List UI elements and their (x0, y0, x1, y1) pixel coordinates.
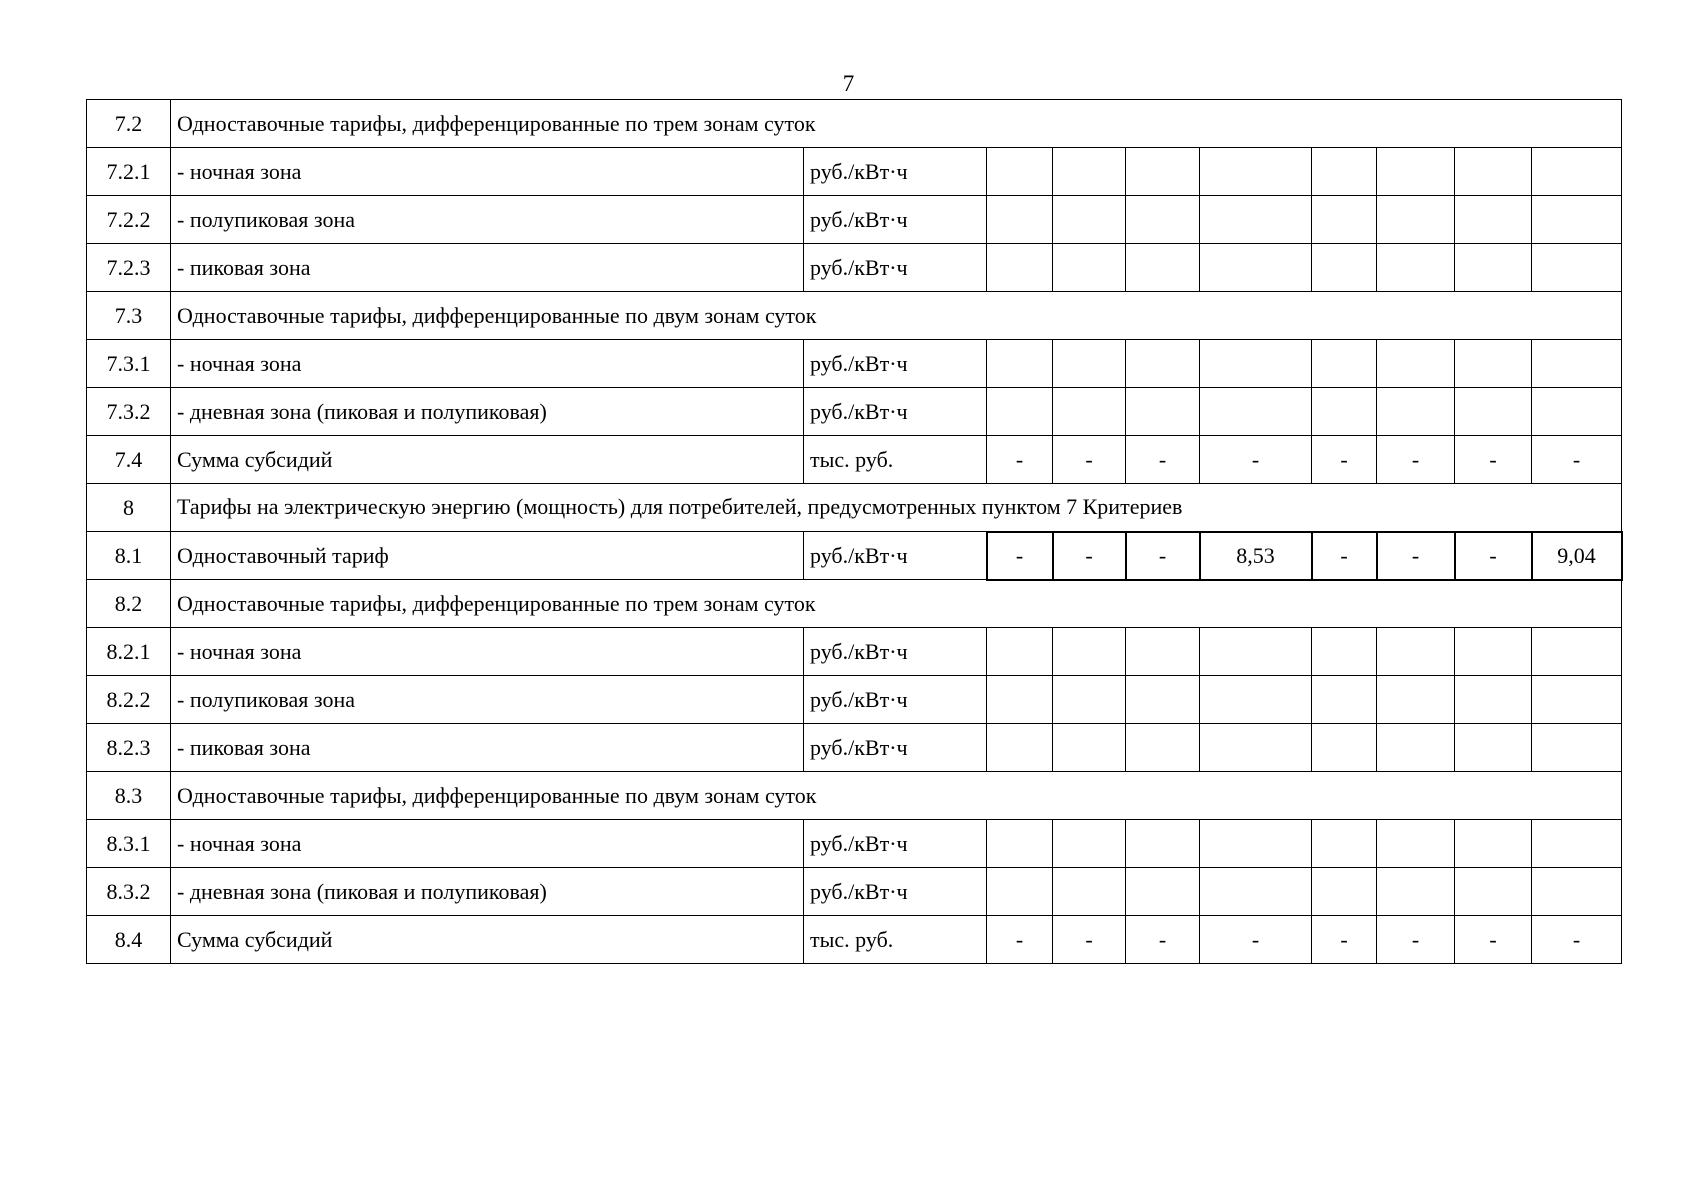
row-number: 8 (87, 484, 171, 532)
row-unit: руб./кВт·ч (804, 628, 987, 676)
value-cell (1377, 628, 1455, 676)
value-cell (1126, 196, 1200, 244)
value-cell (1455, 388, 1532, 436)
value-cell: - (1312, 436, 1377, 484)
value-cell (1455, 868, 1532, 916)
table-row (87, 724, 1622, 772)
value-cell: - (1377, 916, 1455, 964)
row-unit: тыс. руб. (804, 916, 987, 964)
table-row (87, 916, 1622, 964)
value-cell (1455, 148, 1532, 196)
row-number: 7.3 (87, 292, 171, 340)
value-cell (1532, 148, 1622, 196)
value-cell (1200, 868, 1312, 916)
value-cell (1377, 388, 1455, 436)
value-cell (1053, 244, 1126, 292)
value-cell (1200, 148, 1312, 196)
value-cell (1126, 340, 1200, 388)
table-row (87, 340, 1622, 388)
section-title: Одноставочные тарифы, дифференцированные по трем зонам суток (171, 100, 1622, 148)
value-cell (987, 820, 1053, 868)
value-cell (987, 388, 1053, 436)
section-title: Тарифы на электрическую энергию (мощность) для потребителей, предусмотренных пунктом 7 Критериев (171, 484, 1622, 532)
row-name: - пиковая зона (171, 724, 804, 772)
value-cell: - (1532, 436, 1622, 484)
value-cell (1455, 244, 1532, 292)
value-cell: - (1126, 916, 1200, 964)
value-cell (1377, 868, 1455, 916)
row-name: - дневная зона (пиковая и полупиковая) (171, 388, 804, 436)
value-cell: - (1312, 532, 1377, 580)
page-number: 7 (842, 71, 855, 96)
value-cell (1053, 628, 1126, 676)
value-cell (1200, 724, 1312, 772)
value-cell (1455, 724, 1532, 772)
table-row (87, 148, 1622, 196)
value-cell (1200, 820, 1312, 868)
value-cell (1377, 196, 1455, 244)
row-number: 8.1 (87, 532, 171, 580)
row-number: 8.2 (87, 580, 171, 628)
value-cell (1532, 196, 1622, 244)
value-cell (1053, 196, 1126, 244)
value-cell (1053, 388, 1126, 436)
value-cell (1200, 196, 1312, 244)
row-unit: руб./кВт·ч (804, 724, 987, 772)
value-cell (1455, 340, 1532, 388)
value-cell (1312, 340, 1377, 388)
section-title: Одноставочные тарифы, дифференцированные по двум зонам суток (171, 772, 1622, 820)
row-name: - ночная зона (171, 820, 804, 868)
row-number: 8.2.2 (87, 676, 171, 724)
value-cell (1053, 868, 1126, 916)
row-name: - ночная зона (171, 340, 804, 388)
value-cell: - (1200, 436, 1312, 484)
row-unit: руб./кВт·ч (804, 148, 987, 196)
value-cell (1312, 388, 1377, 436)
value-cell (1053, 820, 1126, 868)
value-cell: - (987, 436, 1053, 484)
value-cell (1126, 868, 1200, 916)
row-number: 7.3.1 (87, 340, 171, 388)
value-cell (1532, 388, 1622, 436)
value-cell (1532, 868, 1622, 916)
value-cell (1377, 340, 1455, 388)
value-cell (1377, 148, 1455, 196)
row-unit: руб./кВт·ч (804, 196, 987, 244)
table-row (87, 868, 1622, 916)
value-cell (1312, 724, 1377, 772)
table-row (87, 196, 1622, 244)
value-cell (987, 868, 1053, 916)
row-number: 7.2.1 (87, 148, 171, 196)
value-cell (1312, 868, 1377, 916)
row-number: 8.2.1 (87, 628, 171, 676)
table-row (87, 676, 1622, 724)
row-name: Сумма субсидий (171, 916, 804, 964)
value-cell: - (1053, 436, 1126, 484)
value-cell (1053, 724, 1126, 772)
value-cell (1377, 676, 1455, 724)
value-cell (1532, 724, 1622, 772)
value-cell (1126, 244, 1200, 292)
table-row (87, 388, 1622, 436)
value-cell: - (987, 532, 1053, 580)
value-cell: - (1200, 916, 1312, 964)
value-cell (1532, 676, 1622, 724)
value-cell (1377, 244, 1455, 292)
row-name: - полупиковая зона (171, 676, 804, 724)
row-unit: руб./кВт·ч (804, 532, 987, 580)
section-title: Одноставочные тарифы, дифференцированные по двум зонам суток (171, 292, 1622, 340)
row-number: 8.3.2 (87, 868, 171, 916)
table-body (87, 100, 1622, 964)
tariff-table (86, 99, 1623, 964)
row-name: - ночная зона (171, 148, 804, 196)
value-cell (1312, 196, 1377, 244)
row-name: - ночная зона (171, 628, 804, 676)
value-cell: - (1455, 916, 1532, 964)
value-cell: - (1126, 532, 1200, 580)
section-row (87, 580, 1622, 628)
value-cell (1312, 148, 1377, 196)
value-cell (1455, 196, 1532, 244)
value-cell: - (1053, 532, 1126, 580)
value-cell (1200, 628, 1312, 676)
value-cell: 9,04 (1532, 532, 1622, 580)
value-cell: - (1377, 532, 1455, 580)
value-cell (1312, 628, 1377, 676)
section-row (87, 772, 1622, 820)
value-cell: - (987, 916, 1053, 964)
value-cell (1126, 676, 1200, 724)
value-cell (987, 724, 1053, 772)
value-cell (1126, 820, 1200, 868)
row-number: 7.2.2 (87, 196, 171, 244)
value-cell (1126, 388, 1200, 436)
value-cell: 8,53 (1200, 532, 1312, 580)
value-cell (1200, 388, 1312, 436)
table-row (87, 820, 1622, 868)
row-unit: руб./кВт·ч (804, 340, 987, 388)
value-cell (1532, 244, 1622, 292)
value-cell: - (1532, 916, 1622, 964)
value-cell: - (1126, 436, 1200, 484)
section-title: Одноставочные тарифы, дифференцированные по трем зонам суток (171, 580, 1622, 628)
row-name: Одноставочный тариф (171, 532, 804, 580)
value-cell (987, 340, 1053, 388)
row-number: 7.2.3 (87, 244, 171, 292)
row-unit: тыс. руб. (804, 436, 987, 484)
row-number: 8.4 (87, 916, 171, 964)
row-unit: руб./кВт·ч (804, 388, 987, 436)
value-cell (1200, 340, 1312, 388)
value-cell: - (1312, 916, 1377, 964)
value-cell (1053, 676, 1126, 724)
value-cell (1053, 148, 1126, 196)
section-row (87, 484, 1622, 532)
value-cell (1126, 724, 1200, 772)
row-name: - полупиковая зона (171, 196, 804, 244)
row-unit: руб./кВт·ч (804, 676, 987, 724)
value-cell (1312, 676, 1377, 724)
value-cell (1455, 676, 1532, 724)
value-cell (1455, 628, 1532, 676)
value-cell (987, 148, 1053, 196)
table-row (87, 628, 1622, 676)
row-number: 8.2.3 (87, 724, 171, 772)
value-cell: - (1053, 916, 1126, 964)
value-cell (1312, 820, 1377, 868)
row-number: 8.3 (87, 772, 171, 820)
value-cell (1377, 820, 1455, 868)
value-cell: - (1377, 436, 1455, 484)
row-number: 7.3.2 (87, 388, 171, 436)
value-cell (987, 196, 1053, 244)
row-number: 7.4 (87, 436, 171, 484)
value-cell (1532, 820, 1622, 868)
value-cell: - (1455, 532, 1532, 580)
value-cell (1312, 244, 1377, 292)
value-cell (1200, 676, 1312, 724)
value-cell (1377, 724, 1455, 772)
row-unit: руб./кВт·ч (804, 868, 987, 916)
value-cell (987, 676, 1053, 724)
value-cell (987, 244, 1053, 292)
section-row (87, 100, 1622, 148)
row-number: 8.3.1 (87, 820, 171, 868)
value-cell (1126, 148, 1200, 196)
value-cell: - (1455, 436, 1532, 484)
row-name: - дневная зона (пиковая и полупиковая) (171, 868, 804, 916)
row-name: - пиковая зона (171, 244, 804, 292)
value-cell (1532, 340, 1622, 388)
value-cell (1455, 820, 1532, 868)
value-cell (1532, 628, 1622, 676)
value-cell (1053, 340, 1126, 388)
table-row (87, 244, 1622, 292)
row-number: 7.2 (87, 100, 171, 148)
section-row (87, 292, 1622, 340)
row-unit: руб./кВт·ч (804, 244, 987, 292)
table-row (87, 436, 1622, 484)
table-row (87, 532, 1622, 580)
value-cell (1200, 244, 1312, 292)
value-cell (987, 628, 1053, 676)
value-cell (1126, 628, 1200, 676)
row-unit: руб./кВт·ч (804, 820, 987, 868)
row-name: Сумма субсидий (171, 436, 804, 484)
